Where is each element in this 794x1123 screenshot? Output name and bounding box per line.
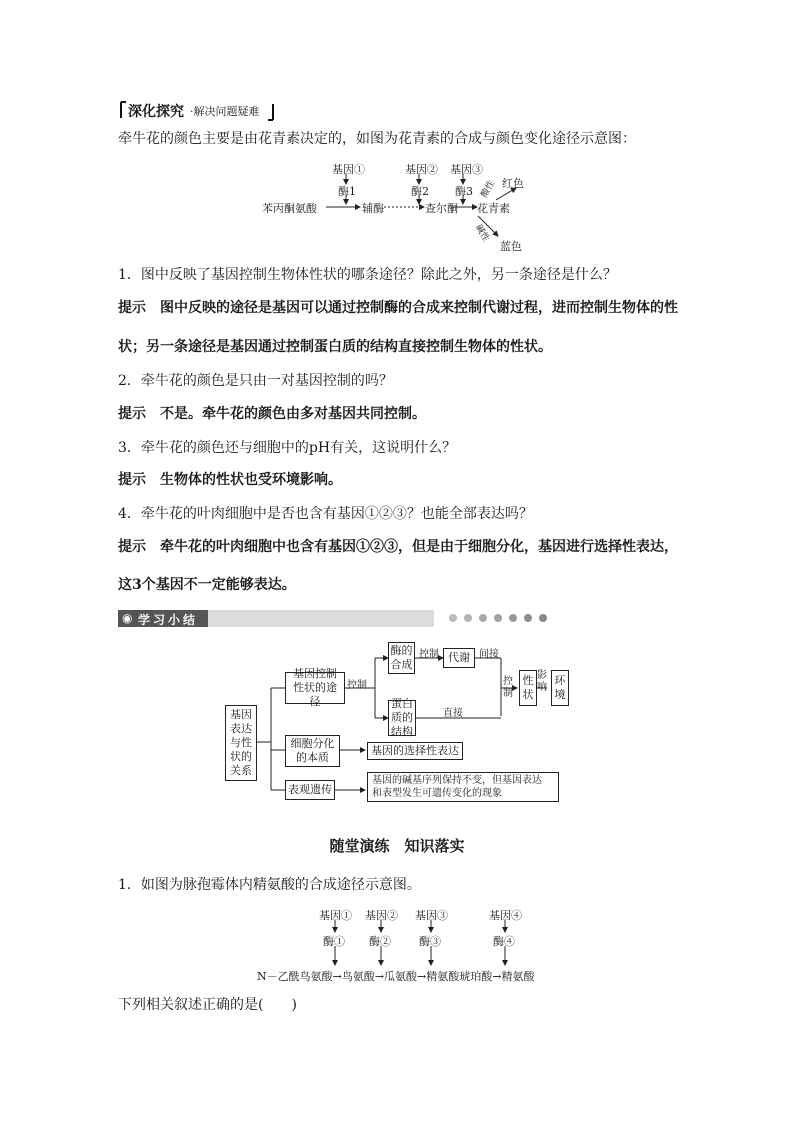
gene2-label: 基因②: [405, 163, 438, 176]
section2-title: 随堂演练 知识落实: [329, 837, 465, 855]
control-label-1: 控制: [347, 680, 367, 691]
enzyme-1: 酶①: [323, 935, 345, 948]
gene1-label: 基因①: [332, 163, 365, 176]
branch1-label: 基因控制性状的途径: [293, 667, 337, 708]
mid2-label: 查尔酮: [425, 202, 458, 215]
anthocyanin-pathway-diagram: [262, 160, 542, 255]
summary-banner: [118, 610, 434, 627]
summary-concept-map: [225, 640, 570, 805]
trait-label: 性状: [522, 674, 534, 701]
gene-3: 基因③: [415, 909, 448, 922]
metabolism-label: 代谢: [448, 651, 470, 664]
intro-text: 牵牛花的颜色主要是由花青素决定的，如图为花青素的合成与颜色变化途径示意图：: [118, 131, 636, 147]
root-box: [225, 705, 257, 781]
gene-2: 基因②: [365, 909, 398, 922]
answer-3-line1: 生物体的性状也受环境影响。: [160, 472, 342, 488]
product-label: 花青素: [477, 202, 510, 215]
red-label: 红色: [502, 177, 524, 190]
branch1-box: [285, 667, 345, 708]
epigenetics-desc-box: [367, 772, 559, 802]
answer-2-line1: 不是。牵牛花的颜色由多对基因共同控制。: [160, 406, 426, 422]
section-header: [118, 100, 278, 126]
section-header-sub: ·解决问题疑难: [190, 105, 260, 118]
reaction-chain: N－乙酰鸟氨酸→鸟氨酸→瓜氨酸→精氨酸琥珀酸→精氨酸: [257, 970, 535, 983]
protein-structure-label: 蛋白质的结构: [391, 697, 413, 738]
answer-4-label: 提示: [118, 539, 146, 555]
branch2-box: [285, 735, 340, 767]
environment-label: 环境: [554, 674, 566, 701]
answer-1-line2: 状；另一条途径是基因通过控制蛋白质的结构直接控制生物体的性状。: [118, 339, 552, 355]
question-3: 3．牵牛花的颜色还与细胞中的pH有关，这说明什么？: [118, 440, 457, 456]
selective-expression-box: [367, 742, 463, 760]
answer-2-label: 提示: [118, 406, 146, 422]
control-label-2: 控制: [419, 649, 439, 660]
enzyme2-label: 酶2: [411, 185, 429, 198]
environment-box: [551, 670, 569, 706]
enzyme-2: 酶②: [369, 935, 391, 948]
mid1-label: 辅酶: [362, 202, 384, 215]
enzyme-synthesis-label: 酶的合成: [390, 644, 413, 671]
direct-label: 直接: [443, 708, 463, 719]
summary-banner-title: 学习小结: [138, 613, 199, 627]
enzyme-3: 酶③: [419, 935, 441, 948]
question-4: 4．牵牛花的叶肉细胞中是否也含有基因①②③？也能全部表达吗？: [118, 506, 533, 522]
affect-label: 影响: [537, 670, 547, 693]
branch3-label: 表观遗传: [288, 783, 332, 796]
gene3-label: 基因③: [450, 163, 483, 176]
epigenetics-desc-line2: 和表型发生可遗传变化的现象: [372, 788, 502, 799]
answer-4-line2: 这3个基因不一定能够表达。: [118, 577, 296, 593]
indirect-label: 间接: [479, 649, 499, 660]
section-header-main: 深化探究: [128, 104, 184, 120]
gene-4: 基因④: [489, 909, 522, 922]
section2-question-1-tail: 下列相关叙述正确的是( ): [118, 997, 297, 1013]
enzyme-4: 酶④: [493, 935, 515, 948]
trait-box: [519, 670, 537, 706]
enzyme3-label: 酶3: [455, 185, 473, 198]
substrate-label: 苯丙酮氨酸: [262, 202, 317, 215]
question-1: 1．图中反映了基因控制生物体性状的哪条途径？除此之外，另一条途径是什么？: [118, 267, 617, 283]
answer-1-line1: 图中反映的途径是基因可以通过控制酶的合成来控制代谢过程，进而控制生物体的性: [160, 300, 678, 316]
metabolism-box: [443, 648, 475, 668]
answer-1-label: 提示: [118, 300, 146, 316]
summary-banner-dots: [448, 613, 548, 624]
control-label-3: 控制: [503, 676, 513, 699]
branch2-label: 细胞分化的本质: [290, 737, 335, 764]
arginine-pathway-diagram: [255, 905, 555, 985]
epigenetics-desc-line1: 基因的碱基序列保持不变，但基因表达: [372, 775, 542, 786]
question-2: 2．牵牛花的颜色是只由一对基因控制的吗？: [118, 373, 393, 389]
answer-4-line1: 牵牛花的叶肉细胞中也含有基因①②③，但是由于细胞分化，基因进行选择性表达，: [160, 539, 678, 555]
enzyme-synthesis-box: [388, 642, 415, 674]
enzyme1-label: 酶1: [338, 185, 356, 198]
blue-label: 蓝色: [500, 240, 522, 253]
acidic-label: 酸性: [479, 178, 498, 200]
section2-question-1: 1．如图为脉孢霉体内精氨酸的合成途径示意图。: [118, 877, 421, 893]
root-label: 基因表达与性状的关系: [230, 708, 252, 777]
summary-banner-icon: ◉: [122, 611, 133, 625]
selective-expression-label: 基因的选择性表达: [371, 744, 459, 757]
basic-label: 碱性: [472, 222, 491, 244]
answer-3-label: 提示: [118, 472, 146, 488]
branch3-box: [285, 780, 335, 800]
protein-structure-box: [388, 697, 416, 738]
gene-1: 基因①: [319, 909, 352, 922]
